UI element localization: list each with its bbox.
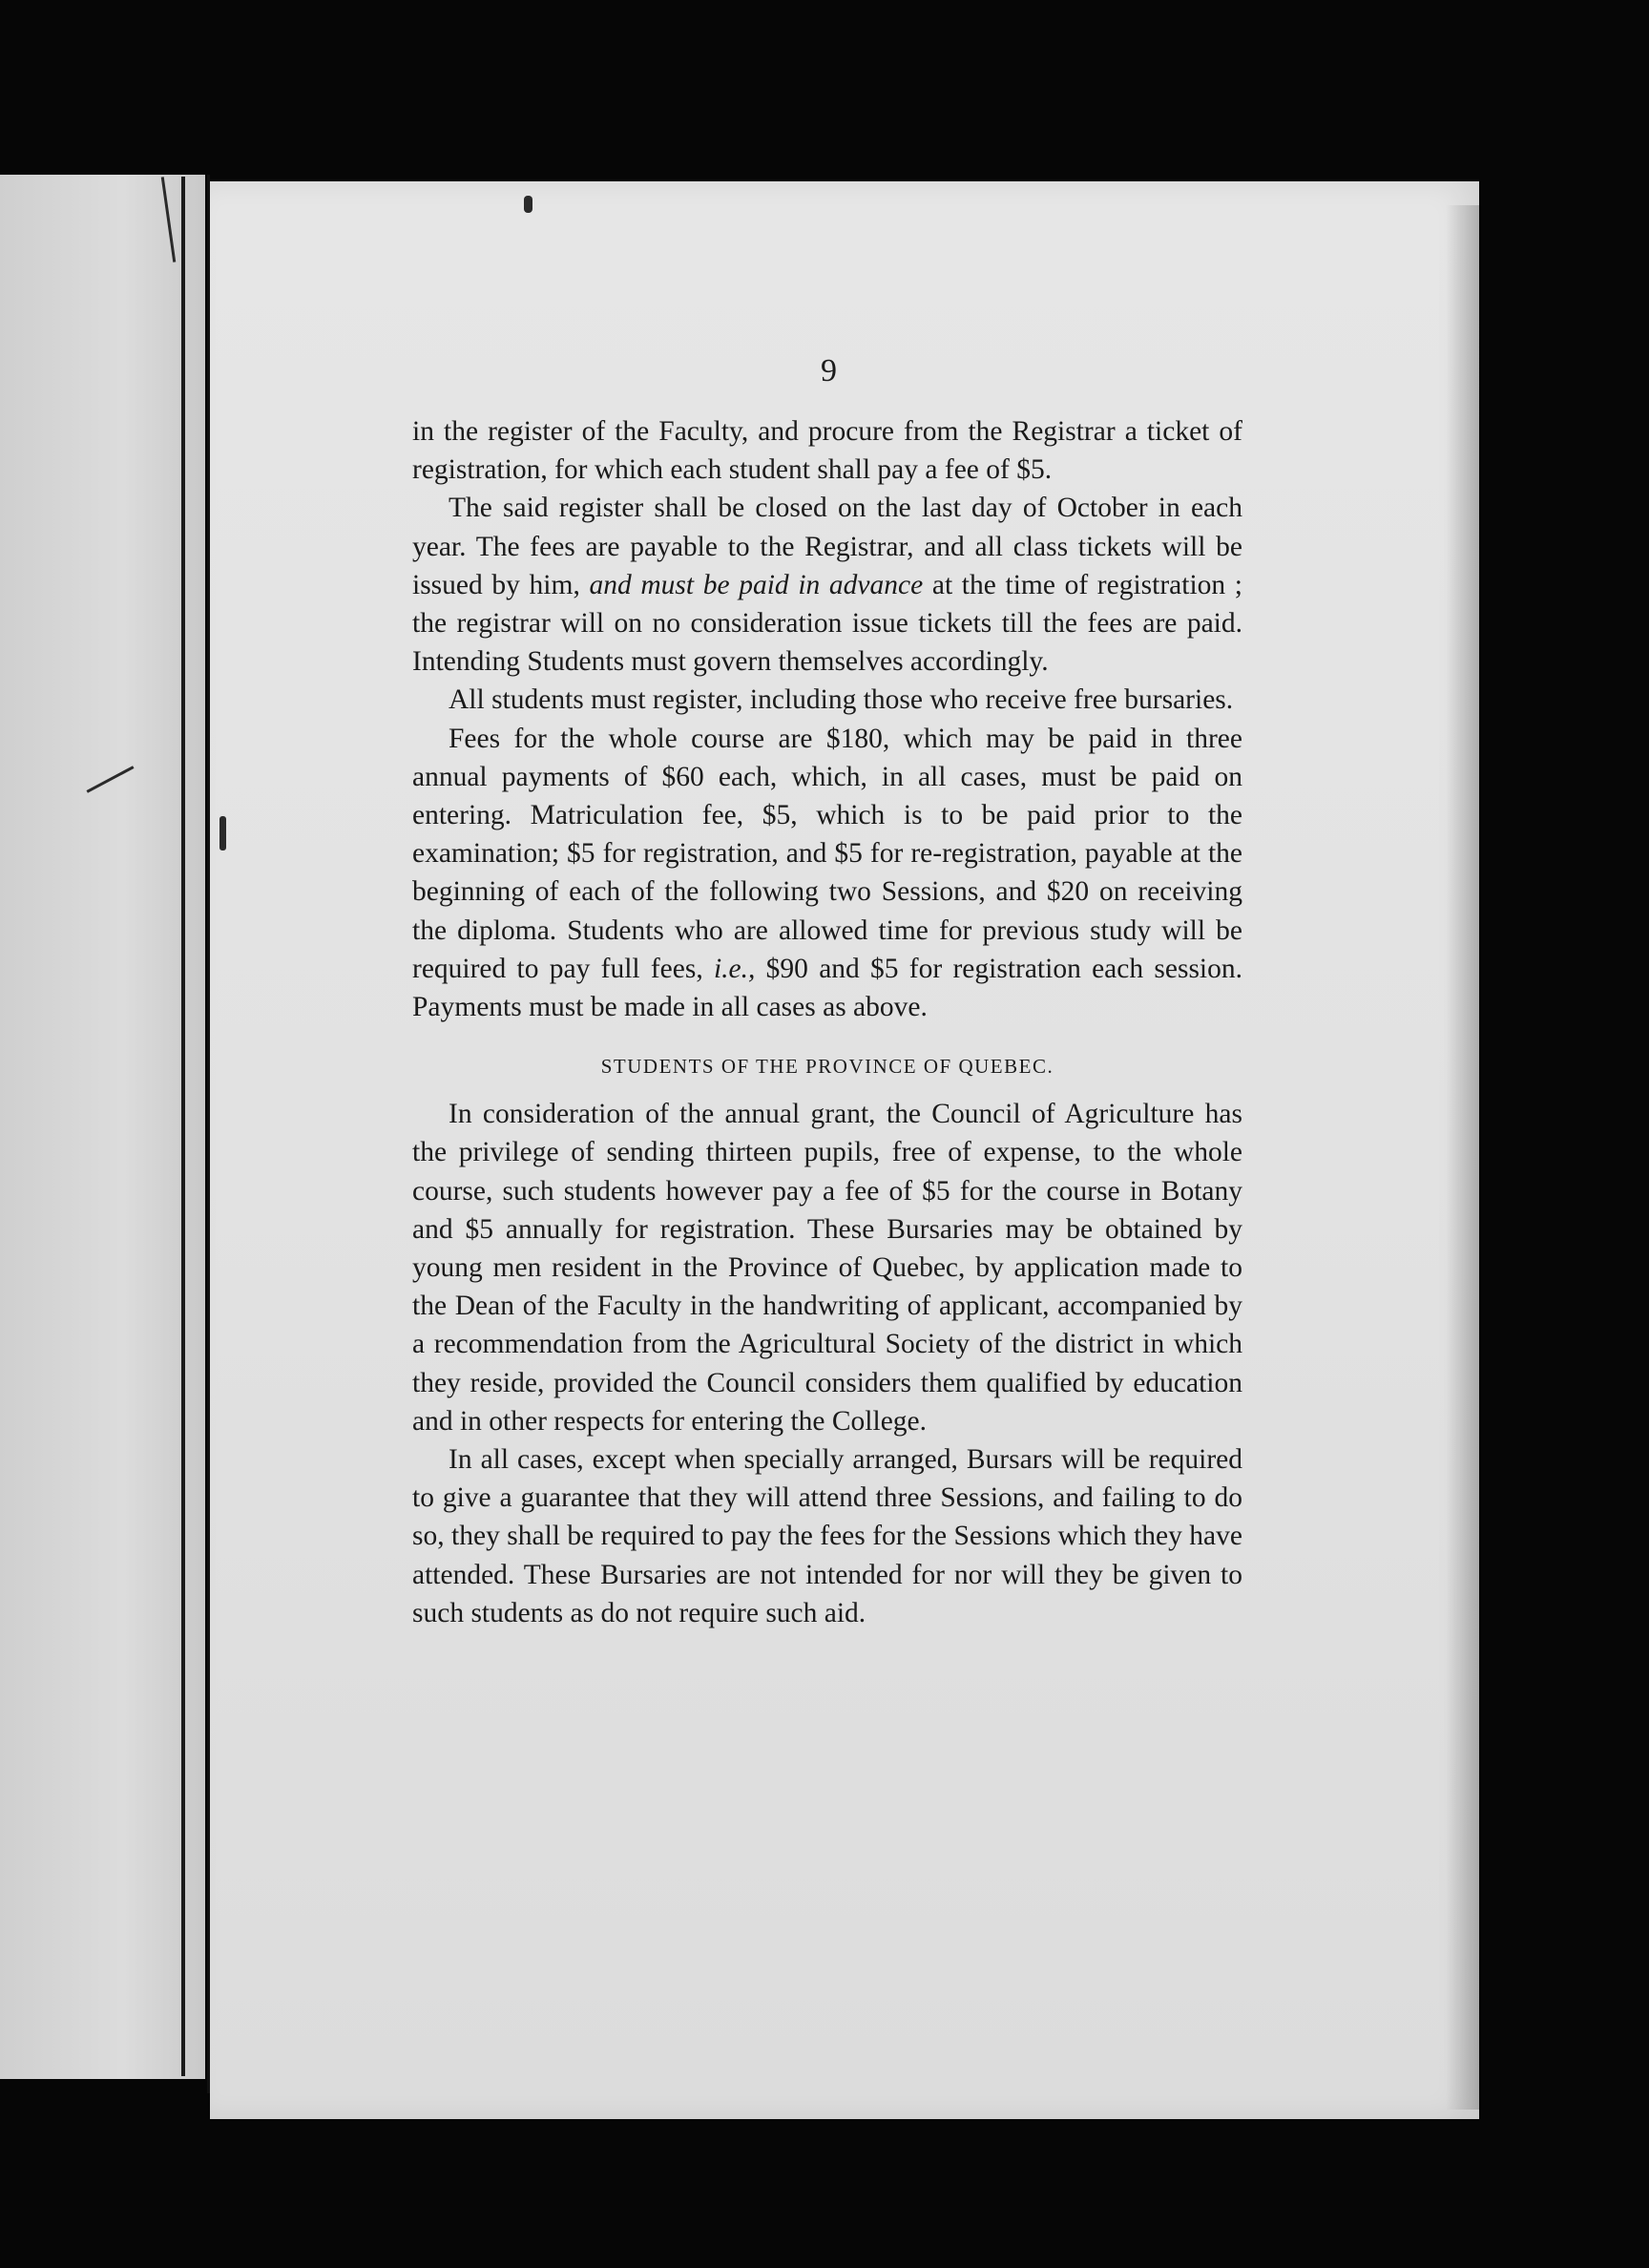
paragraph-6: In all cases, except when specially arranged, Bursars will be required to give a guarantee that they will attend three Sessions, and failing to do so, they shall be required to pay the fees for the Sessions which they have attended. These Bursaries are not intended for nor will they be given to such students as do not require such aid.: [412, 1444, 1242, 1628]
paragraph-4-italic: i.e.,: [713, 953, 756, 984]
paragraph-2-text-end: at the time of registration ; the registrar will on no consideration issue tickets till the fees are paid. Intending Students must govern themselves accordingly.: [412, 569, 1242, 678]
paragraph-2: [412, 489, 1242, 681]
paragraph-3: All students must register, including those who receive free bursaries.: [449, 684, 1234, 716]
previous-page-edge: [0, 175, 205, 2079]
body-text: [412, 412, 1242, 1632]
page-fold-line: [181, 177, 185, 2076]
page-number: 9: [821, 353, 837, 388]
section-heading: STUDENTS OF THE PROVINCE OF QUEBEC.: [600, 1055, 1054, 1079]
scan-speck: [219, 816, 226, 850]
page-edge-shadow: [1446, 205, 1479, 2110]
paragraph-4-text: Fees for the whole course are $180, which may be paid in three annual payments of $60 each, which, in all cases, must be paid on entering. Matriculation fee, $5, which is to be paid prior to the examination; $5 for registration, and $5 for re-registration, payable at the beginning of each of the following two Sessions, and $20 on receiving the diploma. Students who are allowed time for previous study will be required to pay full fees,: [412, 723, 1242, 984]
paragraph-5: In consideration of the annual grant, the Council of Agriculture has the privilege of sending thirteen pupils, free of expense, to the whole course, such students however pay a fee of $5 for the course in Botany and $5 annually for registration. These Bursaries may be obtained by young men resident in the Province of Quebec, by application made to the Dean of the Faculty in the handwriting of applicant, accompanied by a recommendation from the Agricultural Society of the district in which they reside, provided the Council considers them qualified by education and in other respects for entering the College.: [412, 1099, 1242, 1437]
paragraph-2-italic: and must be paid in advance: [589, 569, 924, 600]
paragraph-2-text: The said register shall be closed on the last day of October in each year. The fees are payable to the Registrar, and all class tickets will be issued by him,: [412, 493, 1242, 600]
paragraph-4-text-end: $90 and $5 for registration each session. Payments must be made in all cases as above.: [412, 953, 1242, 1023]
paragraph-4: [412, 720, 1242, 1027]
scan-speck: [524, 196, 532, 213]
paragraph-1: in the register of the Faculty, and procure from the Registrar a ticket of registration, for which each student shall pay a fee of $5.: [412, 416, 1242, 486]
